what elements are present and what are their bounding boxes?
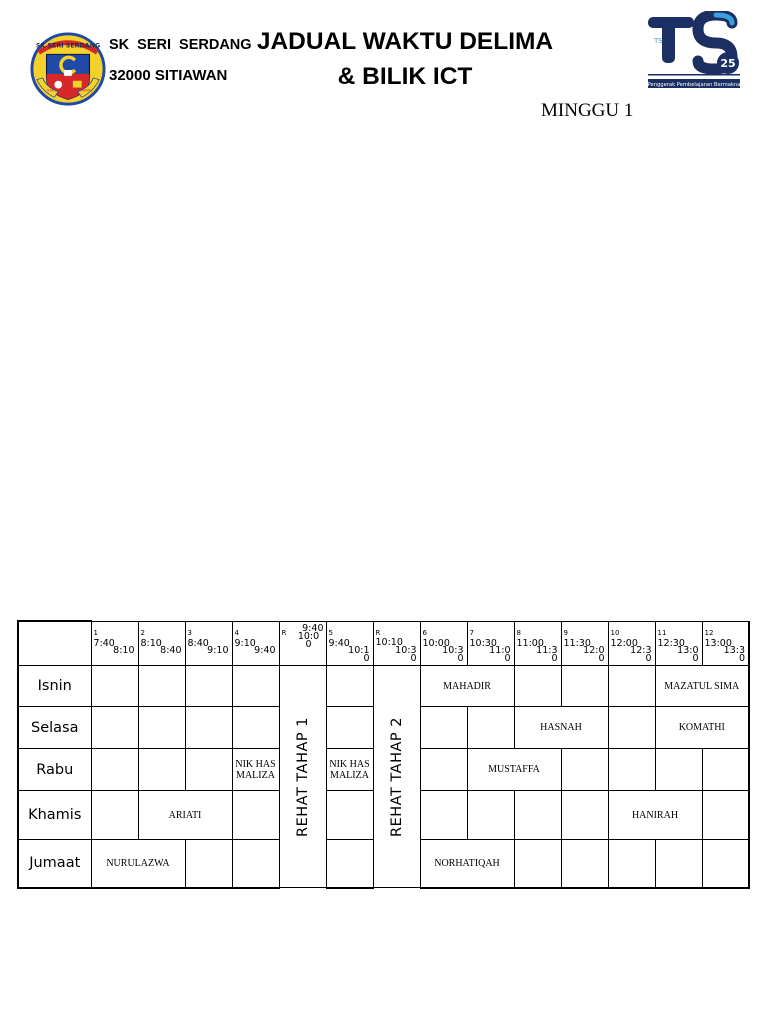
- slot-header-rehat-1: R 9:40 10:00: [279, 621, 326, 666]
- teacher-cell: NIK HASMALIZA: [232, 749, 279, 791]
- crest-motto-right: AMAL: [81, 87, 93, 93]
- slot-cell: [561, 666, 608, 707]
- slot-cell: [138, 666, 185, 707]
- rehat-tahap-1-cell: [279, 666, 326, 888]
- table-row-isnin: [18, 666, 749, 707]
- slot-cell: [138, 707, 185, 749]
- slot-cell: [326, 840, 373, 888]
- teacher-cell: MAHADIR: [420, 666, 514, 707]
- slot-header-4: 4 9:10 9:40: [232, 621, 279, 666]
- slot-cell: [91, 791, 138, 840]
- slot-cell: [185, 707, 232, 749]
- slot-cell: [467, 707, 514, 749]
- ts25-mark: TS: [654, 37, 663, 45]
- slot-cell: [91, 666, 138, 707]
- slot-cell: [702, 840, 749, 888]
- teacher-cell: NORHATIQAH: [420, 840, 514, 888]
- slot-cell: [91, 749, 138, 791]
- page-title: [250, 24, 560, 94]
- teacher-cell: KOMATHI: [655, 707, 749, 749]
- rehat-tahap-1-label: REHAT TAHAP 1: [294, 716, 311, 837]
- slot-header-3: 3 8:40 9:10: [185, 621, 232, 666]
- slot-cell: [608, 666, 655, 707]
- teacher-cell: NURULAZWA: [91, 840, 185, 888]
- slot-header-7: 7 10:30 11:00: [467, 621, 514, 666]
- teacher-cell: MAZATUL SIMA: [655, 666, 749, 707]
- slot-cell: [561, 840, 608, 888]
- slot-cell: [514, 840, 561, 888]
- slot-header-9: 9 11:30 12:00: [561, 621, 608, 666]
- rehat-tahap-2-label: REHAT TAHAP 2: [388, 716, 405, 837]
- slot-cell: [655, 840, 702, 888]
- slot-cell: [326, 666, 373, 707]
- teacher-cell: HASNAH: [514, 707, 608, 749]
- slot-cell: [467, 791, 514, 840]
- header-corner: [18, 621, 91, 666]
- rehat-tahap-2-cell: [373, 666, 420, 888]
- slot-cell: [232, 791, 279, 840]
- crest-arc-text: SK SERI SERDANG: [35, 42, 101, 50]
- slot-cell: [608, 749, 655, 791]
- slot-cell: [702, 791, 749, 840]
- week-label: MINGGU 1: [541, 100, 634, 121]
- teacher-cell: HANIRAH: [608, 791, 702, 840]
- day-label-isnin: Isnin: [18, 666, 91, 707]
- slot-cell: [420, 707, 467, 749]
- ts25-number: 25: [720, 57, 736, 70]
- title-line-1: JADUAL WAKTU DELIMA: [256, 28, 554, 55]
- slot-header-1: 1 7:40 8:10: [91, 621, 138, 666]
- slot-cell: [608, 707, 655, 749]
- slot-cell: [185, 749, 232, 791]
- timetable-header-row: [18, 621, 749, 666]
- slot-header-6: 6 10:00 10:30: [420, 621, 467, 666]
- teacher-cell: NIK HASMALIZA: [326, 749, 373, 791]
- slot-cell: [608, 840, 655, 888]
- slot-cell: [561, 749, 608, 791]
- school-name: SK SERI SERDANG: [109, 37, 252, 53]
- teacher-cell: MUSTAFFA: [467, 749, 561, 791]
- slot-cell: [326, 791, 373, 840]
- slot-cell: [420, 749, 467, 791]
- ts25-subtitle: Penggerak Pembelajaran Bermakna: [647, 82, 741, 88]
- slot-cell: [232, 707, 279, 749]
- school-crest-icon: [29, 31, 107, 109]
- slot-cell: [420, 791, 467, 840]
- slot-cell: [655, 749, 702, 791]
- school-postcode: 32000 SITIAWAN: [109, 67, 228, 84]
- slot-header-2: 2 8:10 8:40: [138, 621, 185, 666]
- timetable: [17, 620, 750, 889]
- title-line-2: & BILIK ICT: [337, 63, 473, 90]
- slot-cell: [138, 749, 185, 791]
- slot-header-10: 10 12:00 12:30: [608, 621, 655, 666]
- slot-cell: [561, 791, 608, 840]
- slot-header-8: 8 11:00 11:30: [514, 621, 561, 666]
- slot-cell: [185, 666, 232, 707]
- slot-cell: [326, 707, 373, 749]
- ts25-logo-icon: [644, 11, 744, 91]
- crest-motto-left: ILMU: [46, 87, 57, 93]
- slot-header-11: 11 12:30 13:00: [655, 621, 702, 666]
- slot-cell: [702, 749, 749, 791]
- slot-header-5: 5 9:40 10:10: [326, 621, 373, 666]
- slot-cell: [232, 840, 279, 888]
- slot-cell: [232, 666, 279, 707]
- day-label-rabu: Rabu: [18, 749, 91, 791]
- slot-header-rehat-2: R 10:10 10:30: [373, 621, 420, 666]
- slot-header-12: 12 13:00 13:30: [702, 621, 749, 666]
- day-label-selasa: Selasa: [18, 707, 91, 749]
- slot-cell: [185, 840, 232, 888]
- teacher-cell: ARIATI: [138, 791, 232, 840]
- slot-cell: [91, 707, 138, 749]
- day-label-jumaat: Jumaat: [18, 840, 91, 888]
- slot-cell: [514, 666, 561, 707]
- slot-cell: [514, 791, 561, 840]
- day-label-khamis: Khamis: [18, 791, 91, 840]
